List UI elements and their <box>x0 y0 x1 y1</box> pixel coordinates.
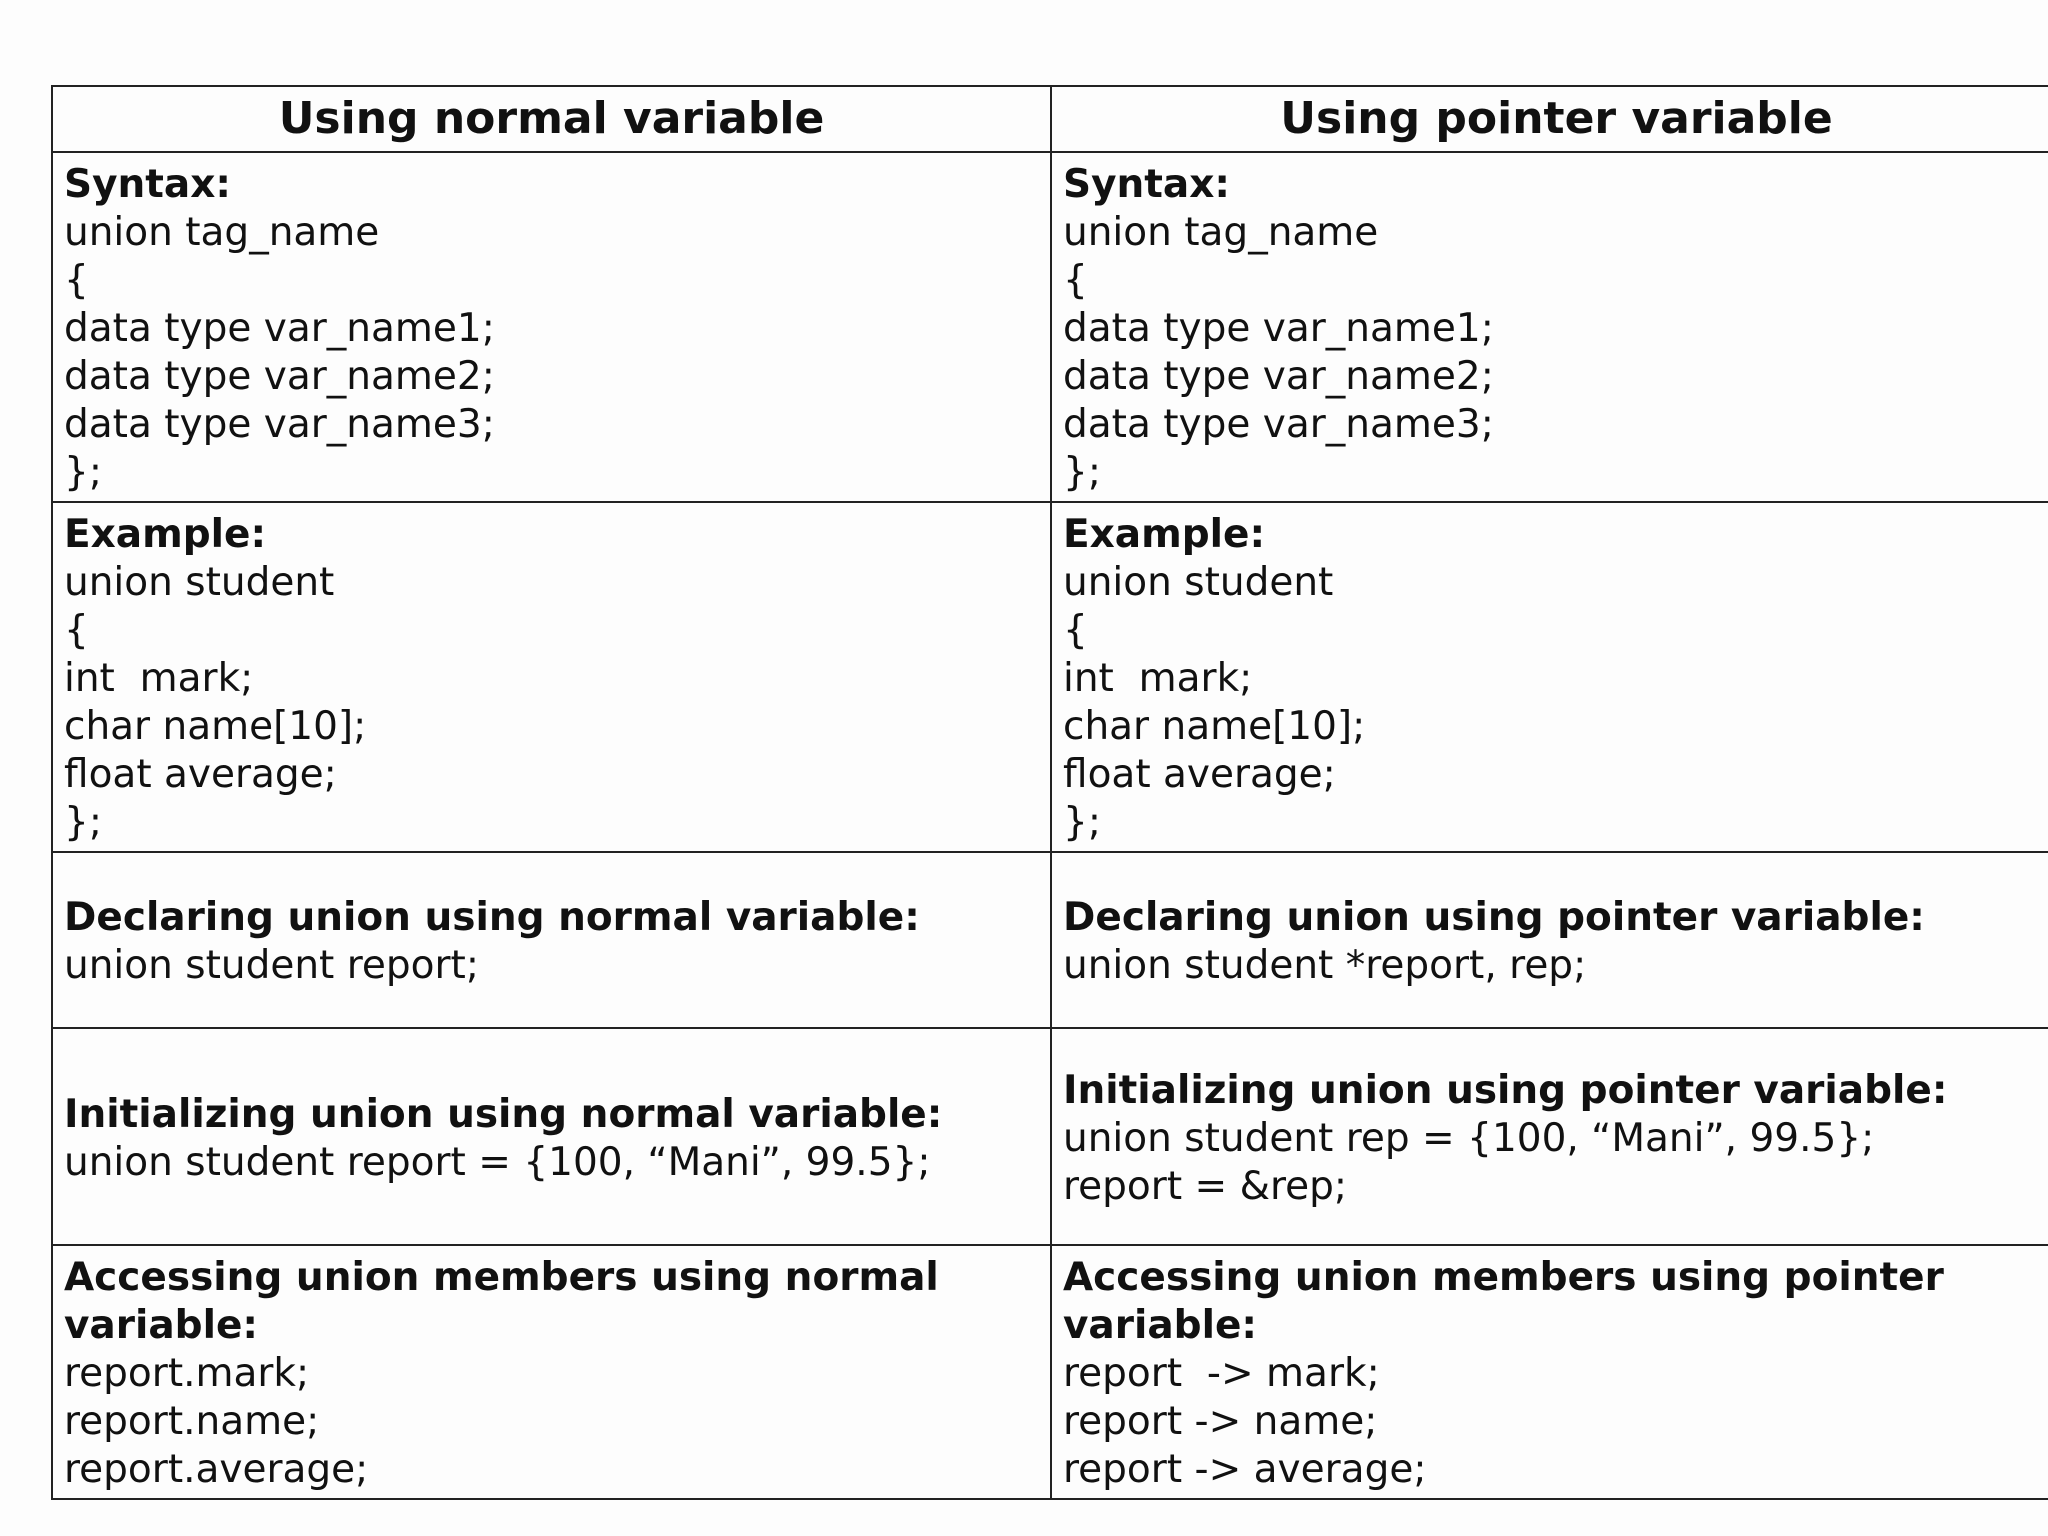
code-line: union student *report, rep; <box>1063 943 1587 988</box>
table-row-syntax <box>52 152 2048 502</box>
cell-label: Example: <box>64 512 267 557</box>
code-line: }; <box>1063 450 1101 495</box>
cell-label: Initializing union using normal variable: <box>64 1091 943 1137</box>
cell-pointer-syntax <box>1051 152 2048 502</box>
cell-label: Example: <box>1063 512 1266 557</box>
code-line: union student report; <box>64 943 479 988</box>
cell-label: Initializing union using pointer variable: <box>1063 1067 1948 1113</box>
cell-label: Declaring union using pointer variable: <box>1063 895 1925 940</box>
code-line: { <box>1063 258 1088 303</box>
code-line: report = &rep; <box>1063 1163 1348 1209</box>
code-line: data type var_name2; <box>1063 354 1494 399</box>
table-row-accessing <box>52 1245 2048 1499</box>
table-row-initializing <box>52 1028 2048 1245</box>
code-line: data type var_name2; <box>64 354 495 399</box>
code-line: report.average; <box>64 1447 369 1492</box>
cell-pointer-declaring <box>1051 852 2048 1028</box>
code-line: union student report = {100, “Mani”, 99.5}; <box>64 1139 931 1185</box>
code-line: report -> average; <box>1063 1447 1427 1492</box>
code-line: report -> name; <box>1063 1399 1378 1444</box>
code-line: char name[10]; <box>64 704 367 749</box>
header-pointer-variable: Using pointer variable <box>1051 86 2048 152</box>
code-line: union student rep = {100, “Mani”, 99.5}; <box>1063 1115 1875 1161</box>
cell-normal-declaring <box>52 852 1051 1028</box>
code-line: union tag_name <box>64 210 380 255</box>
cell-normal-syntax <box>52 152 1051 502</box>
cell-label: Syntax: <box>64 162 231 207</box>
code-line: report.mark; <box>64 1351 310 1396</box>
code-line: report -> mark; <box>1063 1351 1380 1396</box>
cell-normal-example <box>52 502 1051 852</box>
cell-label: Declaring union using normal variable: <box>64 895 920 940</box>
header-row <box>52 86 2048 152</box>
code-line: { <box>64 258 89 303</box>
code-line: data type var_name1; <box>1063 306 1494 351</box>
code-line: data type var_name3; <box>1063 402 1494 447</box>
code-line: }; <box>64 450 102 495</box>
code-line: }; <box>64 800 102 845</box>
code-line: char name[10]; <box>1063 704 1366 749</box>
code-line: { <box>64 608 89 653</box>
code-line: union tag_name <box>1063 210 1379 255</box>
cell-label: Accessing union members using pointer variable: <box>1063 1255 1944 1348</box>
table-row-declaring <box>52 852 2048 1028</box>
cell-label: Syntax: <box>1063 162 1230 207</box>
code-line: int mark; <box>64 656 254 701</box>
cell-pointer-initializing <box>1051 1028 2048 1245</box>
code-line: union student <box>1063 560 1334 605</box>
code-line: data type var_name3; <box>64 402 495 447</box>
comparison-table <box>51 85 2048 1500</box>
cell-label: Accessing union members using normal variable: <box>64 1255 939 1348</box>
code-line: float average; <box>64 752 337 797</box>
code-line: data type var_name1; <box>64 306 495 351</box>
cell-pointer-accessing <box>1051 1245 2048 1499</box>
code-line: report.name; <box>64 1399 320 1444</box>
code-line: }; <box>1063 800 1101 845</box>
code-line: { <box>1063 608 1088 653</box>
cell-normal-initializing <box>52 1028 1051 1245</box>
code-line: float average; <box>1063 752 1336 797</box>
code-line: int mark; <box>1063 656 1253 701</box>
header-normal-variable: Using normal variable <box>52 86 1051 152</box>
code-line: union student <box>64 560 335 605</box>
cell-normal-accessing <box>52 1245 1051 1499</box>
table-row-example <box>52 502 2048 852</box>
cell-pointer-example <box>1051 502 2048 852</box>
